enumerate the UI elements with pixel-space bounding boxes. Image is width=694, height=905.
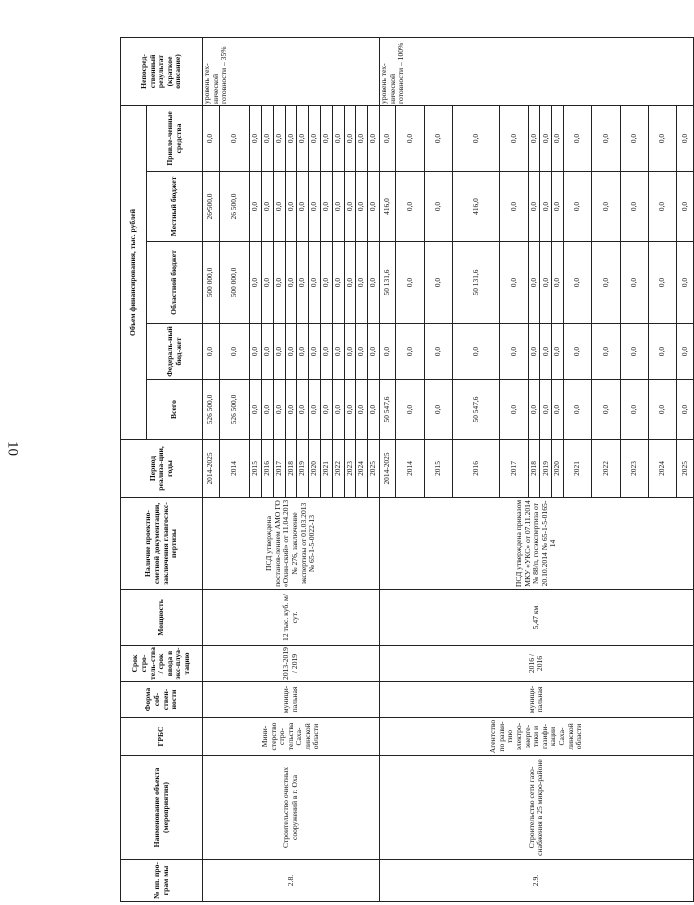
- local-cell: 0,0: [320, 172, 332, 242]
- attracted-cell: 0,0: [250, 105, 262, 171]
- federal-cell: 0,0: [453, 324, 500, 380]
- regional-cell: 0,0: [250, 242, 262, 324]
- attracted-cell: 0,0: [379, 105, 396, 171]
- attracted-cell: 0,0: [368, 105, 380, 171]
- federal-cell: 0,0: [219, 324, 250, 380]
- period-cell: 2022: [332, 440, 344, 498]
- regional-cell: 0,0: [592, 242, 620, 324]
- header-name: Наименование объекта (мероприятия): [121, 756, 203, 860]
- period-cell: 2018: [528, 440, 540, 498]
- total-cell: 50 547,6: [379, 380, 396, 440]
- federal-cell: 0,0: [592, 324, 620, 380]
- attracted-cell: 0,0: [648, 105, 676, 171]
- period-cell: 2025: [368, 440, 380, 498]
- header-term: Срок стро-тель-ства / срок ввода в экс-плуа-тацию: [121, 646, 203, 682]
- header-result: Непосред-ственный результат (краткое описание): [121, 37, 203, 105]
- period-cell: 2023: [344, 440, 356, 498]
- period-cell: 2020: [552, 440, 564, 498]
- total-cell: 0,0: [620, 380, 648, 440]
- federal-cell: 0,0: [285, 324, 297, 380]
- local-cell: 0,0: [356, 172, 368, 242]
- federal-cell: 0,0: [552, 324, 564, 380]
- attracted-cell: 0,0: [320, 105, 332, 171]
- regional-cell: 0,0: [552, 242, 564, 324]
- regional-cell: 0,0: [540, 242, 552, 324]
- period-cell: 2018: [285, 440, 297, 498]
- total-cell: 0,0: [297, 380, 309, 440]
- regional-cell: 0,0: [273, 242, 285, 324]
- header-regional: Областной бюджет: [147, 242, 203, 324]
- total-cell: 0,0: [592, 380, 620, 440]
- total-cell: 526 500,0: [203, 380, 220, 440]
- local-cell: 0,0: [620, 172, 648, 242]
- period-cell: 2019: [540, 440, 552, 498]
- period-cell: 2019: [297, 440, 309, 498]
- federal-cell: 0,0: [368, 324, 380, 380]
- period-cell: 2014: [396, 440, 424, 498]
- rotated-table-container: [120, 38, 694, 902]
- attracted-cell: 0,0: [309, 105, 321, 171]
- total-cell: 0,0: [356, 380, 368, 440]
- total-cell: 0,0: [677, 380, 694, 440]
- total-cell: 50 547,6: [453, 380, 500, 440]
- total-cell: 0,0: [564, 380, 592, 440]
- local-cell: 0,0: [552, 172, 564, 242]
- regional-cell: 0,0: [309, 242, 321, 324]
- total-cell: 0,0: [285, 380, 297, 440]
- total-cell: 0,0: [648, 380, 676, 440]
- local-cell: 26 500,0: [219, 172, 250, 242]
- federal-cell: 0,0: [203, 324, 220, 380]
- attracted-cell: 0,0: [273, 105, 285, 171]
- period-cell: 2025: [677, 440, 694, 498]
- local-cell: 0,0: [262, 172, 274, 242]
- regional-cell: 0,0: [262, 242, 274, 324]
- period-cell: 2021: [320, 440, 332, 498]
- regional-cell: 500 000,0: [219, 242, 250, 324]
- federal-cell: 0,0: [250, 324, 262, 380]
- investment-objects-table: [120, 37, 694, 902]
- attracted-cell: 0,0: [453, 105, 500, 171]
- period-cell: 2015: [424, 440, 452, 498]
- total-cell: 0,0: [250, 380, 262, 440]
- total-cell: 0,0: [273, 380, 285, 440]
- federal-cell: 0,0: [528, 324, 540, 380]
- total-cell: 0,0: [262, 380, 274, 440]
- object-form: муници-пальная: [203, 682, 380, 718]
- local-cell: 0,0: [500, 172, 528, 242]
- regional-cell: 0,0: [344, 242, 356, 324]
- regional-cell: 0,0: [297, 242, 309, 324]
- total-cell: 0,0: [344, 380, 356, 440]
- object-name: Строительство очистных сооружений в г. Оха: [203, 756, 380, 860]
- attracted-cell: 0,0: [356, 105, 368, 171]
- header-power: Мощность: [121, 590, 203, 646]
- regional-cell: 0,0: [368, 242, 380, 324]
- local-cell: 0,0: [344, 172, 356, 242]
- local-cell: 0,0: [297, 172, 309, 242]
- header-grbs: ГРБС: [121, 718, 203, 756]
- local-cell: 416,0: [379, 172, 396, 242]
- attracted-cell: 0,0: [424, 105, 452, 171]
- attracted-cell: 0,0: [344, 105, 356, 171]
- header-local: Местный бюджет: [147, 172, 203, 242]
- header-attracted: Привле-ченные средства: [147, 105, 203, 171]
- object-form: муници-пальная: [379, 682, 693, 718]
- federal-cell: 0,0: [344, 324, 356, 380]
- federal-cell: 0,0: [320, 324, 332, 380]
- period-cell: 2015: [250, 440, 262, 498]
- page-number: 10: [4, 441, 21, 456]
- federal-cell: 0,0: [564, 324, 592, 380]
- total-cell: 0,0: [552, 380, 564, 440]
- object-num: 2.9.: [379, 860, 693, 902]
- table-row: [379, 37, 396, 901]
- local-cell: 0,0: [648, 172, 676, 242]
- total-cell: 0,0: [424, 380, 452, 440]
- total-cell: 0,0: [540, 380, 552, 440]
- header-total: Всего: [147, 380, 203, 440]
- total-cell: 0,0: [320, 380, 332, 440]
- regional-cell: 0,0: [528, 242, 540, 324]
- local-cell: 26 500,0: [203, 172, 220, 242]
- total-cell: 0,0: [332, 380, 344, 440]
- federal-cell: 0,0: [648, 324, 676, 380]
- period-cell: 2024: [648, 440, 676, 498]
- attracted-cell: 0,0: [564, 105, 592, 171]
- local-cell: 0,0: [332, 172, 344, 242]
- regional-cell: 0,0: [396, 242, 424, 324]
- total-cell: 0,0: [500, 380, 528, 440]
- regional-cell: 0,0: [332, 242, 344, 324]
- period-cell: 2021: [564, 440, 592, 498]
- object-term: 2013-2019 / 2019: [203, 646, 380, 682]
- total-cell: 0,0: [396, 380, 424, 440]
- local-cell: 0,0: [677, 172, 694, 242]
- total-cell: 526 500,0: [219, 380, 250, 440]
- period-cell: 2017: [500, 440, 528, 498]
- federal-cell: 0,0: [297, 324, 309, 380]
- regional-cell: 0,0: [424, 242, 452, 324]
- attracted-cell: 0,0: [528, 105, 540, 171]
- federal-cell: 0,0: [356, 324, 368, 380]
- attracted-cell: 0,0: [297, 105, 309, 171]
- federal-cell: 0,0: [332, 324, 344, 380]
- local-cell: 0,0: [528, 172, 540, 242]
- attracted-cell: 0,0: [285, 105, 297, 171]
- regional-cell: 0,0: [677, 242, 694, 324]
- attracted-cell: 0,0: [677, 105, 694, 171]
- federal-cell: 0,0: [273, 324, 285, 380]
- local-cell: 0,0: [396, 172, 424, 242]
- regional-cell: 0,0: [356, 242, 368, 324]
- federal-cell: 0,0: [424, 324, 452, 380]
- attracted-cell: 0,0: [396, 105, 424, 171]
- attracted-cell: 0,0: [620, 105, 648, 171]
- object-result: уровень тех-нической готовности – 35%: [203, 37, 380, 105]
- header-num: № пп. про-грам мы: [121, 860, 203, 902]
- regional-cell: 0,0: [285, 242, 297, 324]
- attracted-cell: 0,0: [540, 105, 552, 171]
- attracted-cell: 0,0: [500, 105, 528, 171]
- attracted-cell: 0,0: [552, 105, 564, 171]
- local-cell: 0,0: [368, 172, 380, 242]
- local-cell: 0,0: [540, 172, 552, 242]
- regional-cell: 0,0: [500, 242, 528, 324]
- local-cell: 0,0: [273, 172, 285, 242]
- federal-cell: 0,0: [309, 324, 321, 380]
- local-cell: 0,0: [250, 172, 262, 242]
- attracted-cell: 0,0: [332, 105, 344, 171]
- table-body: [203, 37, 694, 901]
- period-cell: 2016: [262, 440, 274, 498]
- regional-cell: 500 000,0: [203, 242, 220, 324]
- federal-cell: 0,0: [396, 324, 424, 380]
- object-term: 2016 / 2016: [379, 646, 693, 682]
- object-grbs: Агентство по разви-тию электро-энерге-тики и газифи-кации Саха-линской области: [379, 718, 693, 756]
- object-psd: ПСД утверждена постанов-лением АМО ГО «Охин-ский» от 11.04.2013 № 276, заключение экспертизы от 01.03.2013 № 65-1-5-0022-13: [203, 498, 380, 590]
- attracted-cell: 0,0: [262, 105, 274, 171]
- header-period: Период реализа-ции, годы: [121, 440, 203, 498]
- federal-cell: 0,0: [677, 324, 694, 380]
- period-cell: 2014-2025: [203, 440, 220, 498]
- period-cell: 2024: [356, 440, 368, 498]
- local-cell: 416,0: [453, 172, 500, 242]
- period-cell: 2020: [309, 440, 321, 498]
- period-cell: 2016: [453, 440, 500, 498]
- local-cell: 0,0: [285, 172, 297, 242]
- regional-cell: 0,0: [320, 242, 332, 324]
- header-federal: Федераль-ный бюд-жет: [147, 324, 203, 380]
- total-cell: 0,0: [528, 380, 540, 440]
- attracted-cell: 0,0: [592, 105, 620, 171]
- federal-cell: 0,0: [540, 324, 552, 380]
- header-funding: Объем финансирования, тыс. рублей: [121, 105, 147, 439]
- object-num: 2.8.: [203, 860, 380, 902]
- object-grbs: Мини-стерство стро-тельства Саха-линской области: [203, 718, 380, 756]
- object-power: 12 тыс. куб. м/сут.: [203, 590, 380, 646]
- local-cell: 0,0: [309, 172, 321, 242]
- regional-cell: 0,0: [620, 242, 648, 324]
- table-row: [203, 37, 220, 901]
- federal-cell: 0,0: [262, 324, 274, 380]
- object-psd: ПСД утверждена приказом МКУ «УКС» от 07.11.2014 № 88/п, госэкспертиза от 20.10.2014 № 65-1-5-0165-14: [379, 498, 693, 590]
- federal-cell: 0,0: [620, 324, 648, 380]
- local-cell: 0,0: [592, 172, 620, 242]
- object-power: 5,47 км: [379, 590, 693, 646]
- period-cell: 2022: [592, 440, 620, 498]
- period-cell: 2023: [620, 440, 648, 498]
- local-cell: 0,0: [564, 172, 592, 242]
- object-name: Строительство сети газо-снабжения в 25 микро-районе: [379, 756, 693, 860]
- period-cell: 2014-2025: [379, 440, 396, 498]
- attracted-cell: 0,0: [203, 105, 220, 171]
- header-form: Форма соб-ствен-ности: [121, 682, 203, 718]
- regional-cell: 50 131,6: [379, 242, 396, 324]
- regional-cell: 0,0: [564, 242, 592, 324]
- federal-cell: 0,0: [500, 324, 528, 380]
- attracted-cell: 0,0: [219, 105, 250, 171]
- total-cell: 0,0: [309, 380, 321, 440]
- total-cell: 0,0: [368, 380, 380, 440]
- regional-cell: 0,0: [648, 242, 676, 324]
- object-result: уровень тех-нической готовности – 100%: [379, 37, 693, 105]
- header-psd: Наличие проектно-сметной документации, заключения главгосэкс-пертизы: [121, 498, 203, 590]
- local-cell: 0,0: [424, 172, 452, 242]
- federal-cell: 0,0: [379, 324, 396, 380]
- regional-cell: 50 131,6: [453, 242, 500, 324]
- period-cell: 2014: [219, 440, 250, 498]
- period-cell: 2017: [273, 440, 285, 498]
